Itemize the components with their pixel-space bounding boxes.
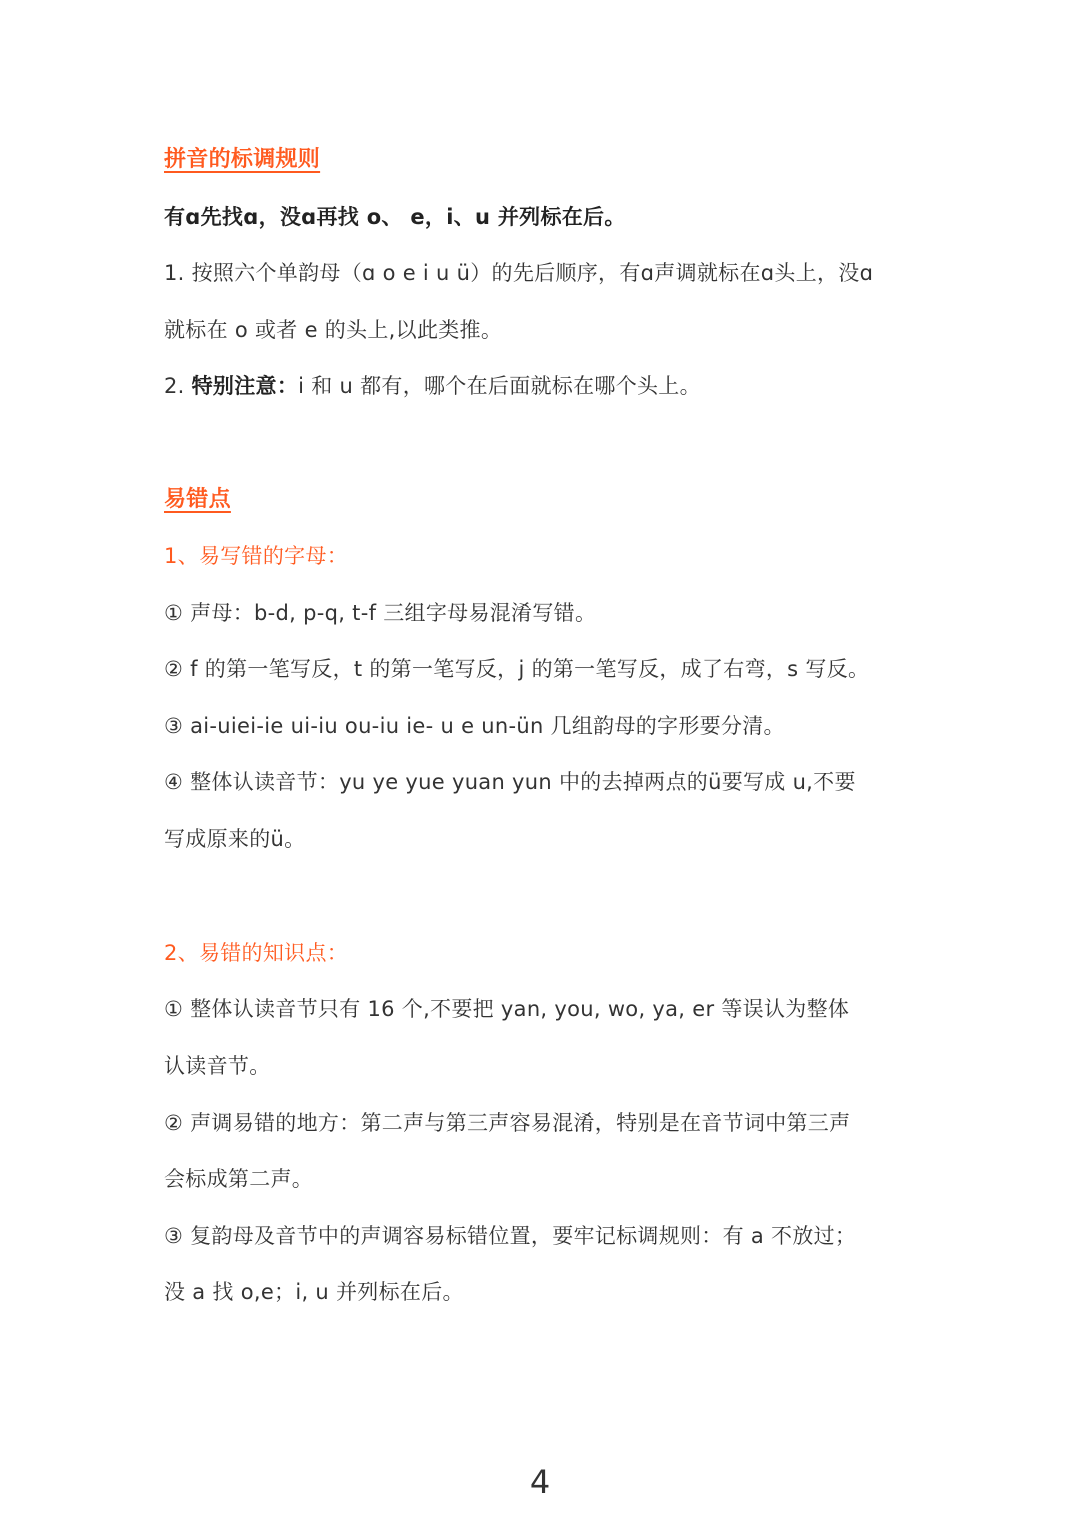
letter-mistake-item: ② f 的第一笔写反，t 的第一笔写反，j 的第一笔写反，成了右弯，s 写反。 bbox=[164, 657, 870, 681]
letter-mistake-item: ④ 整体认读音节：yu ye yue yuan yun 中的去掉两点的ü要写成 u,不要 bbox=[164, 770, 856, 794]
knowledge-mistake-item-continued: 没 a 找 o,e；i, u 并列标在后。 bbox=[164, 1280, 464, 1304]
subheading-knowledge: 2、易错的知识点： bbox=[164, 941, 349, 965]
page-number: 4 bbox=[529, 1463, 551, 1501]
rule-item-2-text: i 和 u 都有，哪个在后面就标在哪个头上。 bbox=[298, 374, 701, 398]
knowledge-mistake-item-continued: 认读音节。 bbox=[164, 1054, 271, 1078]
rule-item-1-line-2: 就标在 o 或者 e 的头上,以此类推。 bbox=[164, 318, 503, 342]
rule-item-2-emphasis: 特别注意： bbox=[191, 374, 299, 398]
knowledge-mistake-item: ② 声调易错的地方：第二声与第三声容易混淆，特别是在音节词中第三声 bbox=[164, 1111, 851, 1135]
letter-mistake-item: ① 声母：b-d, p-q, t-f 三组字母易混淆写错。 bbox=[164, 601, 597, 625]
rule-item-1-line-1: 1. 按照六个单韵母（ɑ o e i u ü）的先后顺序，有ɑ声调就标在ɑ头上，没ɑ bbox=[164, 261, 874, 285]
subheading-letters: 1、易写错的字母： bbox=[164, 544, 349, 568]
rule-item-2 bbox=[164, 371, 934, 401]
section-title-common-mistakes: 易错点 bbox=[164, 487, 231, 512]
letter-mistake-item: ③ ai-uiei-ie ui-iu ou-iu ie- u e un-ün 几组韵母的字形要分清。 bbox=[164, 714, 785, 738]
tone-rule-summary: 有ɑ先找ɑ，没ɑ再找 o、 e，i、u 并列标在后。 bbox=[164, 205, 626, 229]
knowledge-mistake-item: ③ 复韵母及音节中的声调容易标错位置，要牢记标调规则：有 a 不放过； bbox=[164, 1224, 857, 1248]
knowledge-mistake-item-continued: 会标成第二声。 bbox=[164, 1167, 314, 1191]
knowledge-mistake-item: ① 整体认读音节只有 16 个,不要把 yan, you, wo, ya, er 等误认为整体 bbox=[164, 997, 850, 1021]
rule-item-2-number: 2. bbox=[164, 374, 192, 398]
section-title-tone-rules: 拼音的标调规则 bbox=[164, 147, 321, 172]
letter-mistake-item-continued: 写成原来的ü。 bbox=[164, 827, 306, 851]
